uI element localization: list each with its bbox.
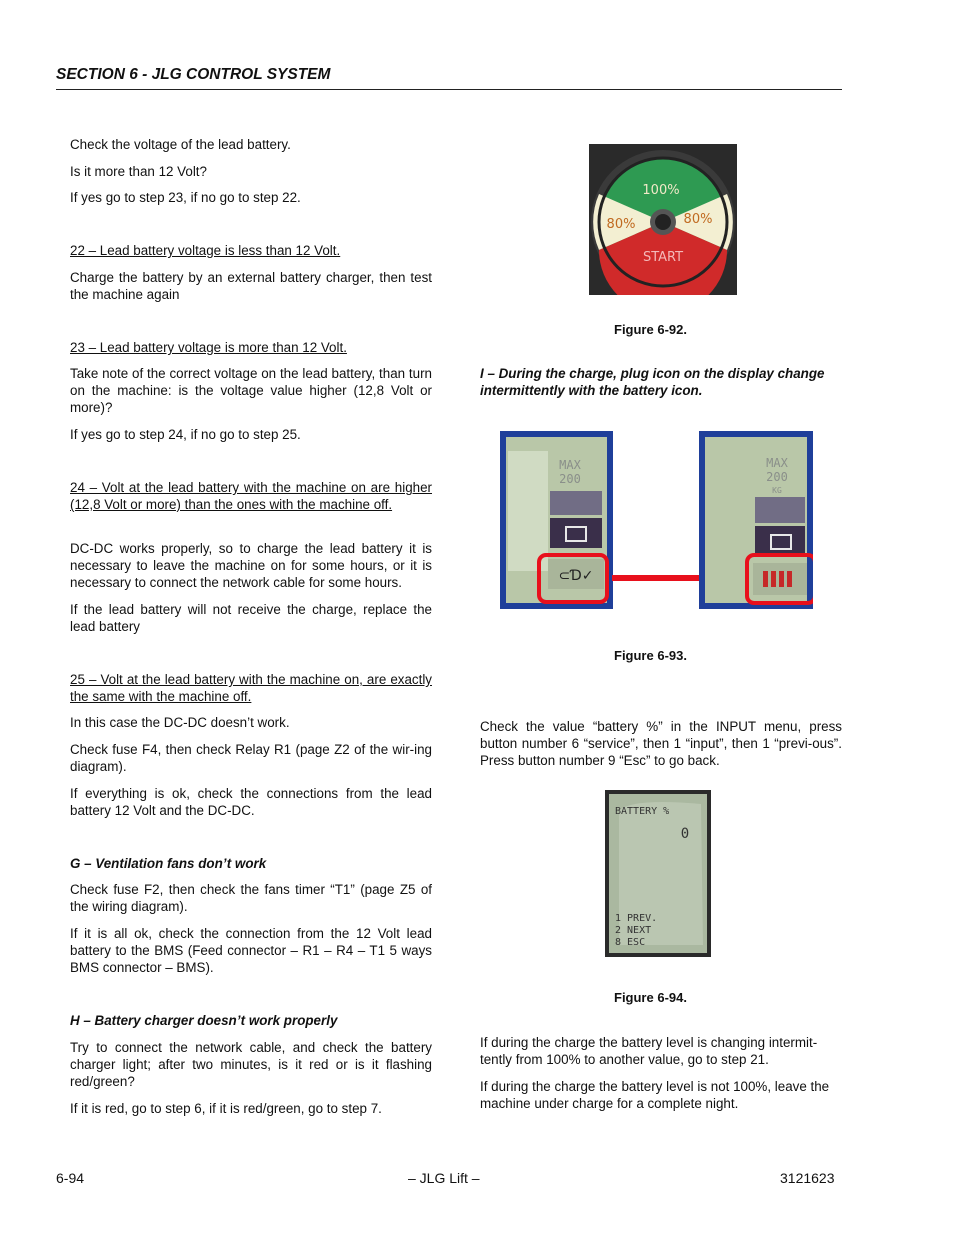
paragraph: If yes go to step 24, if no go to step 25. [70,427,301,442]
figure-caption: Figure 6-92. [614,322,687,337]
figure-caption: Figure 6-93. [614,648,687,663]
section-g-heading: G – Ventilation fans don’t work [70,856,267,871]
paragraph: DC-DC works properly, so to charge the lead battery it is necessary to leave the machine on for some hours, or it is necessary to connect the network cable for some hours. [70,541,432,590]
gauge-label-80-left: 80% [606,217,636,232]
gauge-label-80-right: 80% [683,212,713,227]
paragraph: Charge the battery by an external battery charger, then test the machine again [70,270,432,302]
paragraph: Check fuse F2, then check the fans timer “T1” (page Z5 of the wiring diagram). [70,882,432,914]
step-23-heading: 23 – Lead battery voltage is more than 12 Volt. [70,340,347,355]
document-number: 3121623 [780,1170,835,1186]
paragraph: If the lead battery will not receive the charge, replace the lead battery [70,602,432,634]
lcd-battery-graphic [699,431,813,609]
left-column [70,0,432,1150]
figure-caption: Figure 6-94. [614,990,687,1005]
paragraph: If it is all ok, check the connection from the 12 Volt lead battery to the BMS (Feed connector – R1 – R4 – T1 5 ways BMS connector – BMS). [70,926,432,975]
paragraph: Check fuse F4, then check Relay R1 (page Z2 of the wir-ing diagram). [70,742,432,774]
screen-option-next: 2 NEXT [615,925,652,936]
paragraph: If everything is ok, check the connections from the lead battery 12 Volt and the DC-DC. [70,786,432,818]
lcd-display-battery [699,431,813,609]
page-number: 6-94 [56,1170,85,1186]
lcd-menu-graphic [605,790,711,957]
screen-title: BATTERY % [615,806,670,817]
section-header: SECTION 6 - JLG CONTROL SYSTEM [56,66,331,83]
paragraph: If during the charge the battery level is changing intermit-tently from 100% to another value, go to step 21. [480,1035,818,1067]
section-i-heading: I – During the charge, plug icon on the display change intermittently with the battery icon. [480,366,825,398]
lcd-battery-menu [605,790,711,957]
lcd-display-plug [500,431,613,609]
section-h-heading: H – Battery charger doesn’t work properly [70,1013,338,1028]
footer-center: – JLG Lift – [408,1170,480,1186]
svg-text:⊂Ɗ✓: ⊂Ɗ✓ [558,568,594,584]
lcd-kg-label: KG [772,486,782,495]
step-25-heading: 25 – Volt at the lead battery with the machine on, are exactly the same with the machine off. [70,672,432,704]
paragraph: In this case the DC-DC doesn’t work. [70,715,290,730]
gauge-label-start: START [642,250,684,265]
charger-gauge-photo [589,144,737,295]
screen-value: 0 [680,826,690,842]
paragraph: Take note of the correct voltage on the lead battery, than turn on the machine: is the voltage value higher (12,8 Volt or more)? [70,366,432,415]
paragraph: If it is red, go to step 6, if it is red/green, go to step 7. [70,1101,382,1116]
paragraph: If during the charge the battery level is not 100%, leave the machine under charge for a complete night. [480,1079,830,1111]
step-22-heading: 22 – Lead battery voltage is less than 12 Volt. [70,243,341,258]
lcd-200-label: 200 [766,470,788,484]
paragraph: If yes go to step 23, if no go to step 22. [70,190,301,205]
lcd-plug-graphic [500,431,613,609]
lcd-max-label: MAX [766,456,788,470]
gauge-graphic [589,144,737,295]
paragraph: Check the voltage of the lead battery. [70,137,291,152]
gauge-label-100: 100% [642,183,680,198]
paragraph: Check the value “battery %” in the INPUT menu, press button number 6 “service”, then 1 “input”, then 1 “previ-ous”. Press button number 9 “Esc” to go back. [480,719,842,768]
lcd-200-label: 200 [559,472,581,486]
screen-option-esc: 8 ESC [615,937,646,948]
paragraph: Is it more than 12 Volt? [70,164,207,179]
lcd-max-label: MAX [559,458,581,472]
paragraph: Try to connect the network cable, and check the battery charger light; after two minutes, is it red or is it flashing red/green? [70,1040,432,1089]
screen-option-prev: 1 PREV. [615,913,658,924]
step-24-heading: 24 – Volt at the lead battery with the machine on are higher (12,8 Volt or more) than the ones with the machine off. [70,480,432,512]
